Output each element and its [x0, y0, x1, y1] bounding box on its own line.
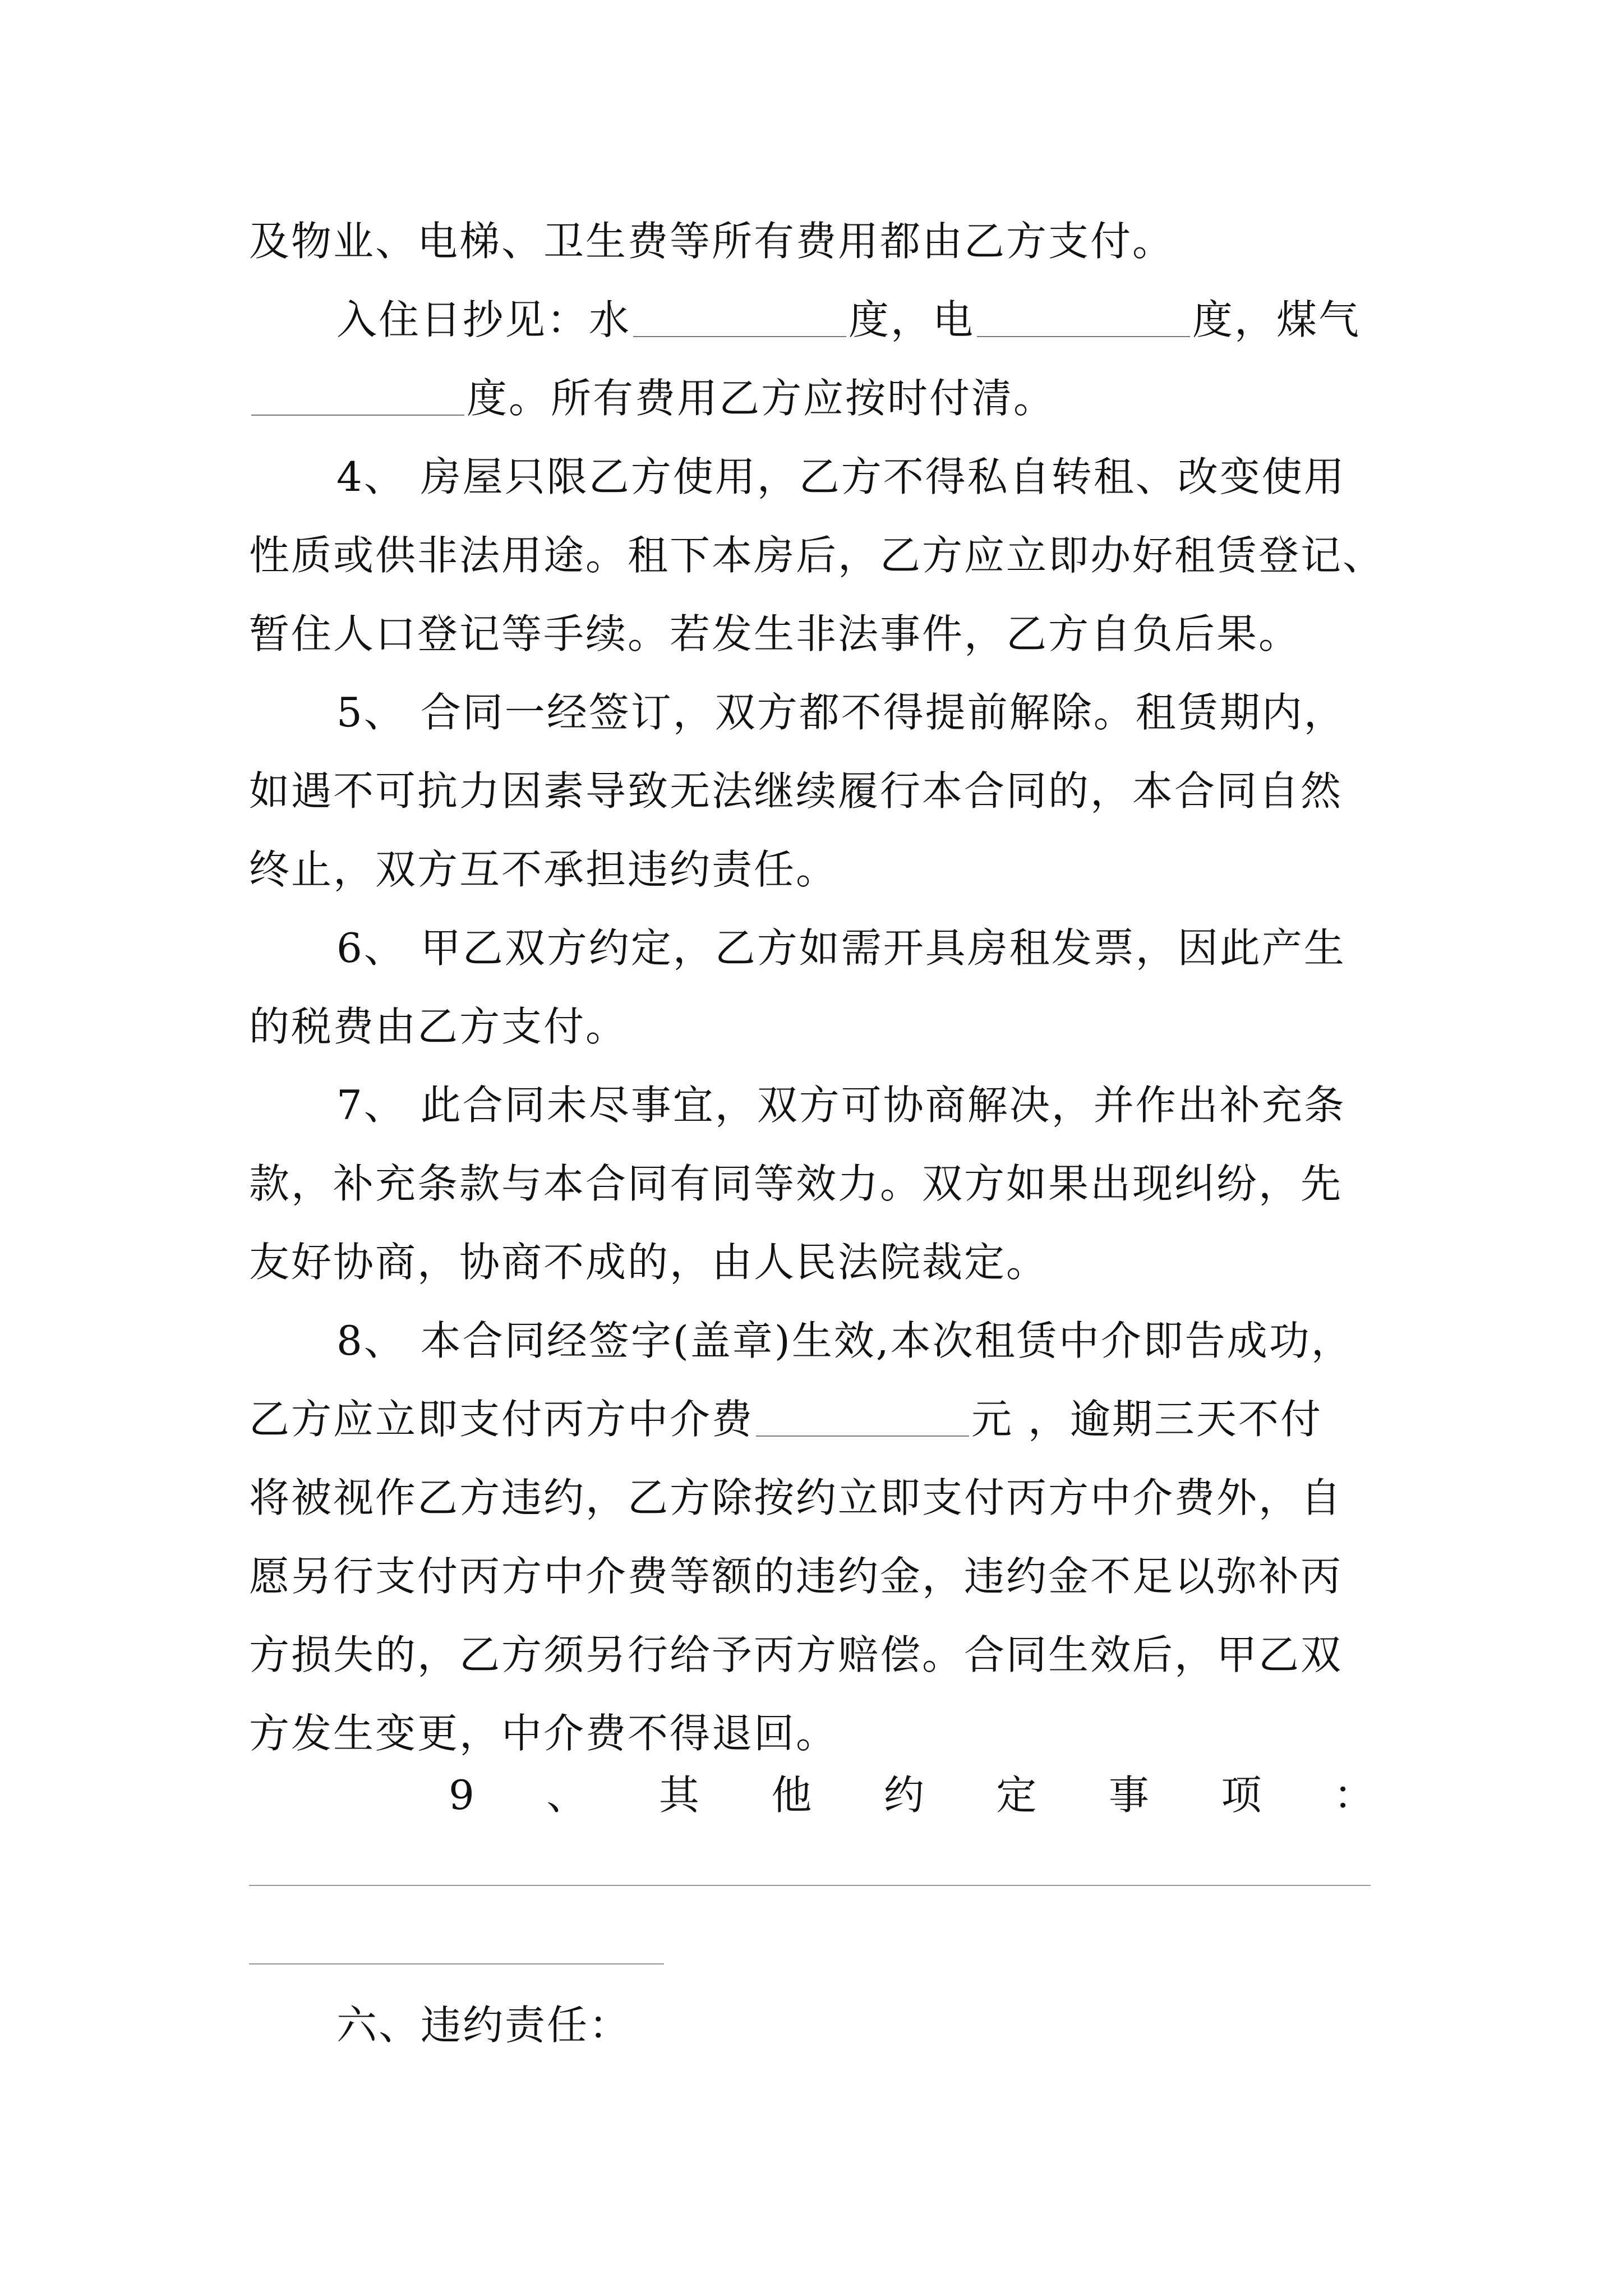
clause-7-line: 7、 此合同未尽事宜，双方可协商解决，并作出补充条	[336, 1082, 1346, 1129]
text-line: 性质或供非法用途。租下本房后，乙方应立即办好租赁登记、	[249, 532, 1385, 579]
text-line: 及物业、电梯、卫生费等所有费用都由乙方支付。	[249, 218, 1175, 265]
text-line: 的税费由乙方支付。	[249, 1003, 628, 1050]
clause-4-line: 4、 房屋只限乙方使用，乙方不得私自转租、改变使用	[336, 453, 1346, 500]
water-reading-blank[interactable]	[633, 296, 846, 337]
clause-6-line: 6、 甲乙双方约定，乙方如需开具房租发票，因此产生	[336, 924, 1346, 972]
text-line: 友好协商，协商不成的，由人民法院裁定。	[249, 1239, 1049, 1286]
text-line: 款，补充条款与本合同有同等效力。双方如果出现纠纷，先	[249, 1160, 1343, 1207]
meter-reading-line: 入住日抄见：水 度，电 度，煤气	[336, 296, 1361, 343]
text-line: 乙方应立即支付丙方中介费 元 ，逾期三天不付	[249, 1396, 1322, 1443]
clause-5-line: 5、 合同一经签订，双方都不得提前解除。租赁期内，	[336, 689, 1346, 736]
other-terms-blank-line[interactable]	[249, 1963, 664, 1964]
clause-8-line: 8、 本合同经签字(盖章)生效,本次租赁中介即告成功，	[336, 1317, 1353, 1364]
text-line: 将被视作乙方违约，乙方除按约立即支付丙方中介费外，自	[249, 1474, 1343, 1521]
text-line: 终止，双方互不承担违约责任。	[249, 846, 838, 893]
agency-fee-blank[interactable]	[756, 1395, 969, 1437]
text-line: 方损失的，乙方须另行给予丙方赔偿。合同生效后，甲乙双	[249, 1631, 1343, 1678]
section-heading-breach: 六、违约责任：	[336, 2001, 631, 2049]
other-terms-blank-line[interactable]	[249, 1885, 1371, 1886]
text-line: 愿另行支付丙方中介费等额的违约金，违约金不足以弥补丙	[249, 1553, 1343, 1600]
text-line: 暂住人口登记等手续。若发生非法事件，乙方自负后果。	[249, 610, 1301, 657]
gas-reading-blank[interactable]	[251, 374, 464, 416]
text-line: 方发生变更，中介费不得退回。	[249, 1710, 838, 1757]
text-line: 如遇不可抗力因素导致无法继续履行本合同的，本合同自然	[249, 767, 1343, 815]
clause-9-heading: 9 、 其 他 约 定 事 项 ：	[449, 1772, 1374, 1819]
electric-reading-blank[interactable]	[977, 296, 1190, 337]
text-line: 度。所有费用乙方应按时付清。	[249, 370, 1055, 426]
